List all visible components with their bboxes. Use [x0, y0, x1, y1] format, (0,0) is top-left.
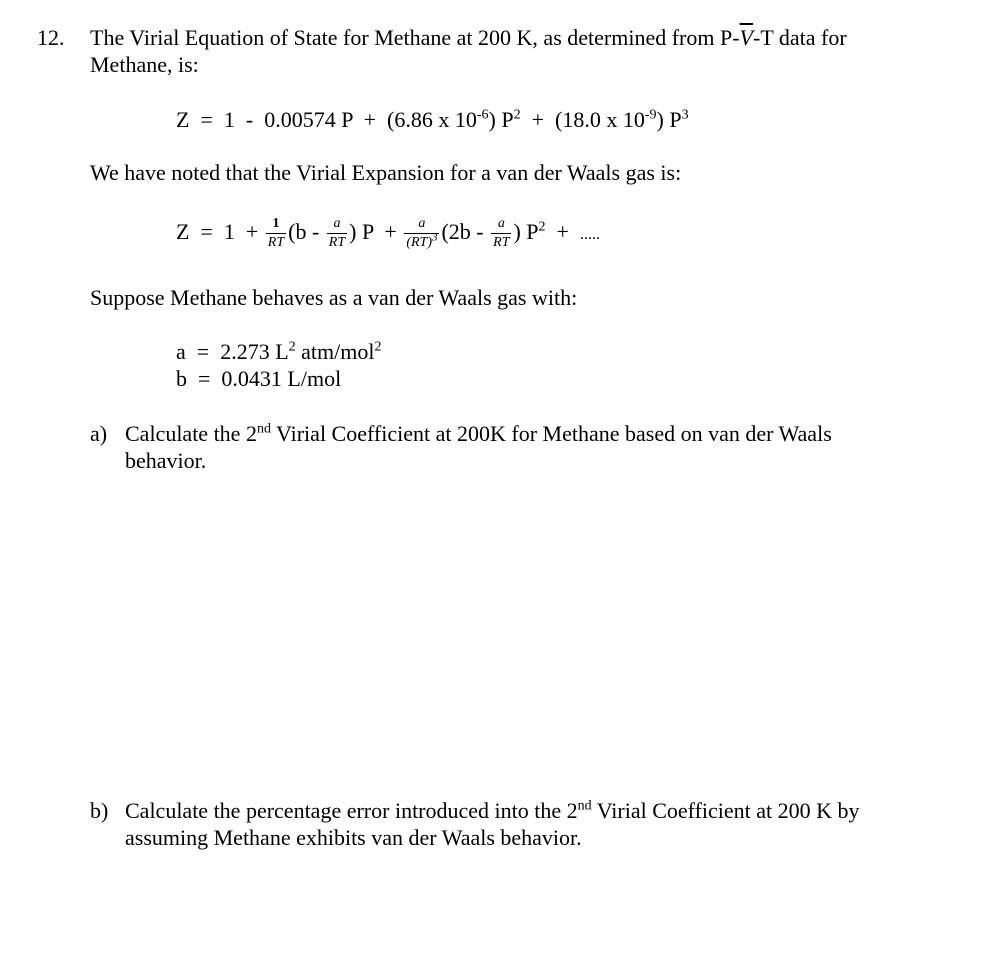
eq2-z: Z [176, 219, 190, 244]
eq2-plus3: + [556, 219, 569, 244]
fraction-a-over-rt: $\frac{a}{RT}$ [328, 216, 346, 251]
part-a-label: a) [90, 421, 108, 446]
param-a-label: a [176, 339, 186, 364]
param-a-equals: = [196, 339, 210, 364]
eq1-z: Z [176, 107, 190, 132]
problem-statement-line1 [90, 25, 847, 51]
eq1-plus1: + [363, 107, 377, 132]
eq1-term3: (18.0 x $10^{-9}$) $P^3$ [555, 107, 689, 132]
eq1-term2: (6.86 x $10^{-6}$) $P^2$ [387, 107, 521, 132]
suppose-statement: Suppose Methane behaves as a van der Waals gas with: [90, 285, 578, 310]
fraction-a-over-rt-cubed: $\frac{a}{(RT)^3}$ [406, 216, 438, 251]
param-b [176, 366, 341, 392]
eq1-plus2: + [531, 107, 545, 132]
part-a-question-line1: Calculate the 2nd Virial Coefficient at 200K for Methane based on van der Waals [125, 421, 832, 446]
param-a [176, 339, 381, 365]
eq1-minus: - [245, 107, 254, 132]
problem-number: 12. [37, 25, 65, 50]
part-a-question-line2: behavior. [125, 448, 207, 473]
param-b-equals: = [198, 366, 211, 391]
eq2-one: 1 [223, 219, 235, 244]
eq2-2b-open: (2b - [441, 219, 484, 244]
problem-text: The Virial Equation of State for Methane at 200 K, as determined from P- [90, 25, 740, 50]
vdw-virial-expansion [176, 212, 600, 255]
eq1-one: 1 [223, 107, 235, 132]
problem-statement-line2: Methane, is: [90, 52, 199, 77]
noted-statement: We have noted that the Virial Expansion for a van der Waals gas is: [90, 160, 682, 185]
eq2-b-open: (b - [288, 219, 320, 244]
eq1-equals: = [200, 107, 213, 132]
part-b-question-line1: Calculate the percentage error introduced into the 2nd Virial Coefficient at 200 K by [125, 798, 860, 823]
part-b-question-line2: assuming Methane exhibits van der Waals behavior. [125, 825, 582, 850]
virial-equation-methane [176, 107, 689, 133]
eq2-plus1: + [245, 219, 259, 244]
param-b-label: b [176, 366, 187, 391]
eq2-equals: = [200, 219, 213, 244]
fraction-1-over-rt: $\frac{1}{RT}$ [267, 216, 285, 251]
problem-text-end: -T data for [753, 25, 847, 50]
eq1-term1: 0.00574 P [264, 107, 353, 132]
param-a-value: 2.273 $L^2$ atm/mol$^2$ [220, 339, 382, 364]
eq2-close-p: ) P [349, 219, 374, 244]
eq2-ellipsis: ..... [579, 226, 600, 243]
eq2-close-p2: ) $P^2$ [513, 219, 546, 244]
fraction-a-over-rt-2: $\frac{a}{RT}$ [493, 216, 510, 251]
part-b-label: b) [90, 798, 109, 823]
eq2-plus2: + [384, 219, 397, 244]
param-b-value: 0.0431 L/mol [221, 366, 342, 391]
v-bar-symbol: $\overline{V}$ [739, 25, 753, 50]
